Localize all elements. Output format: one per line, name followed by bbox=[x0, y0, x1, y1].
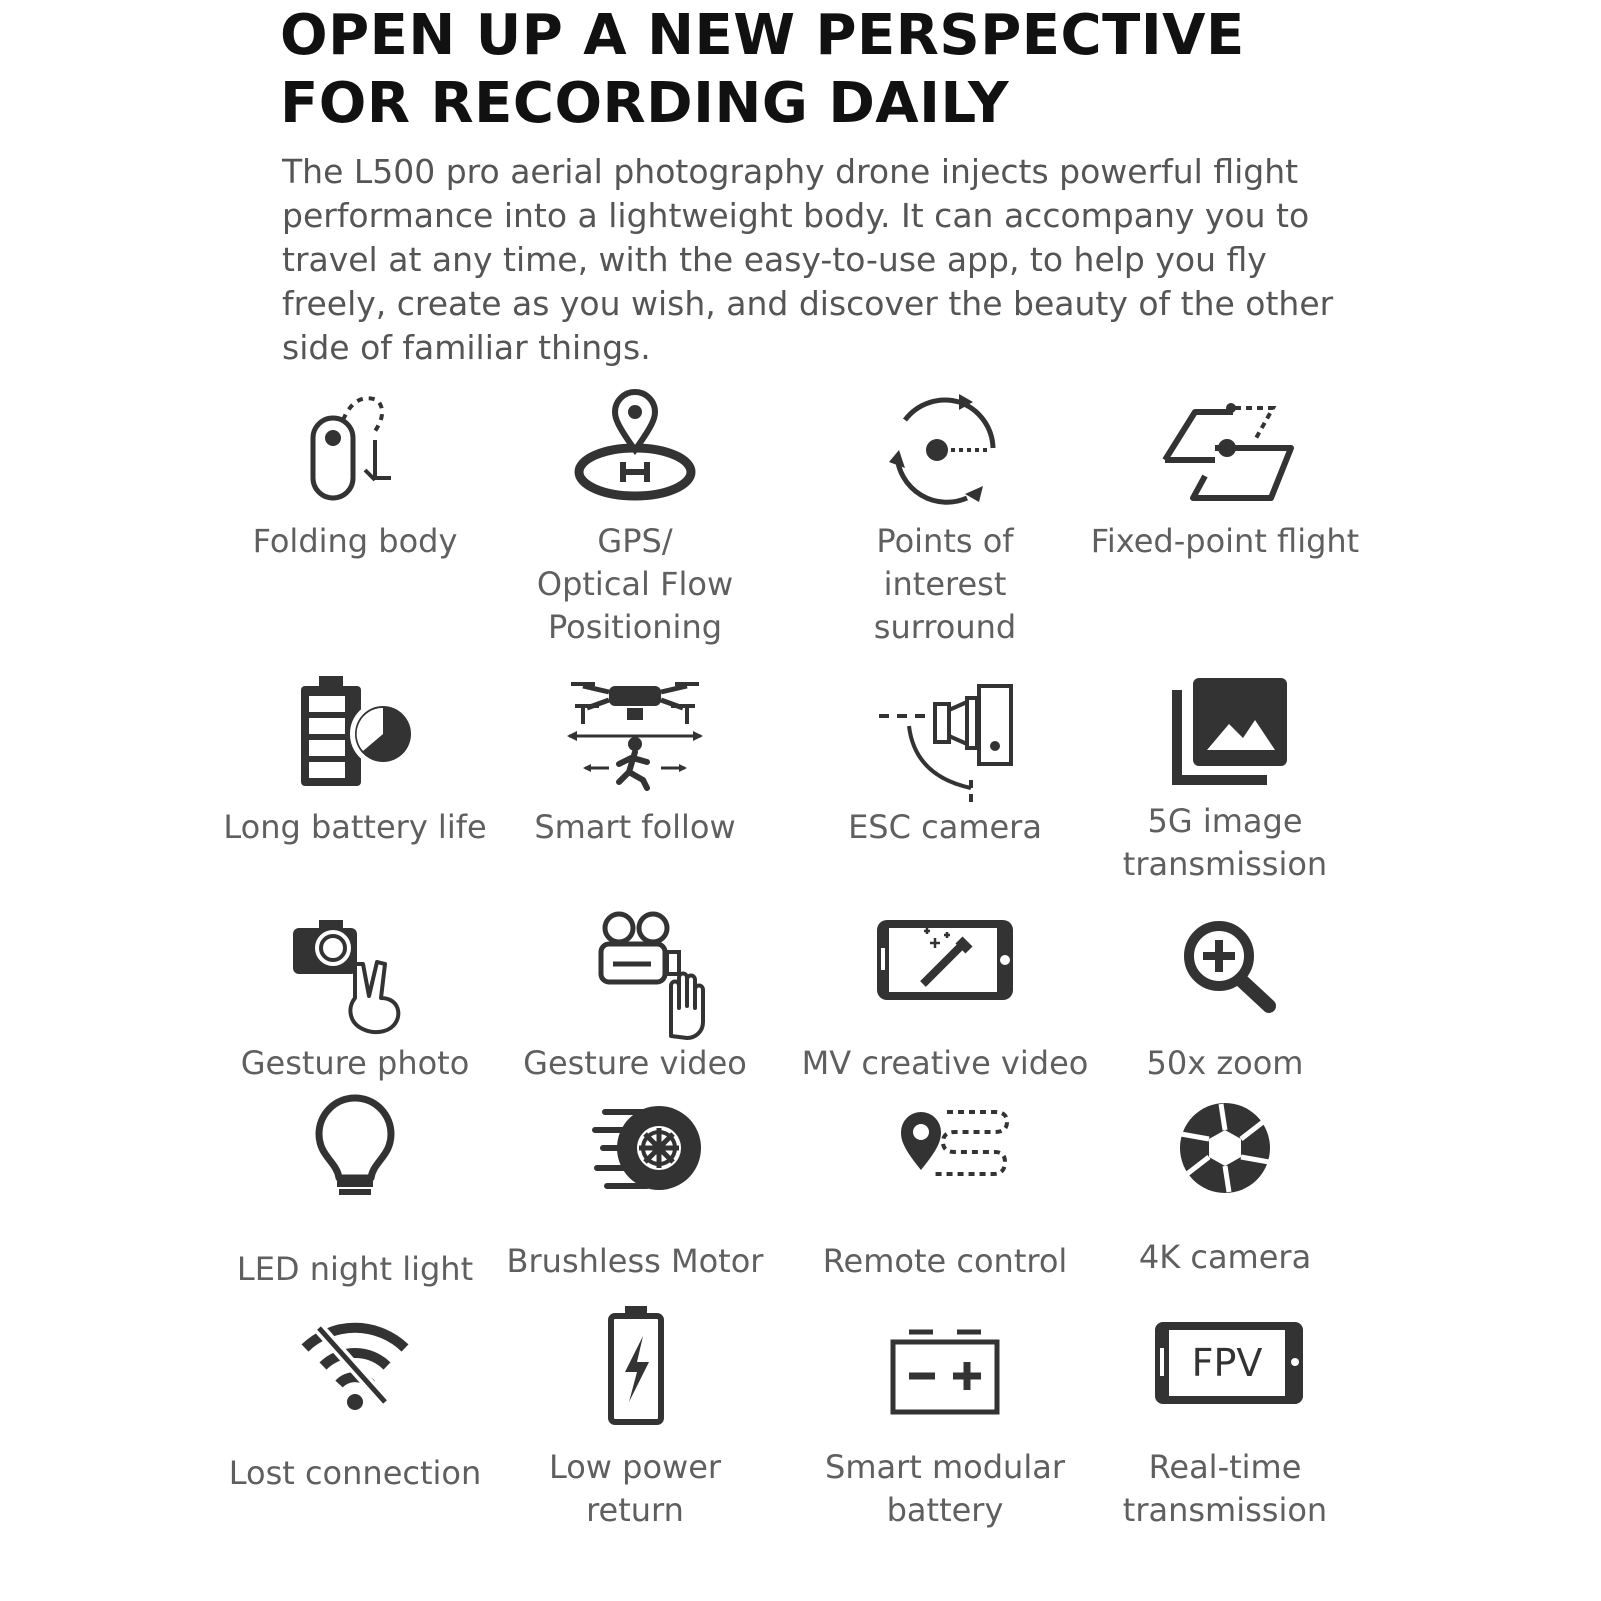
aperture-icon bbox=[1155, 1098, 1295, 1228]
feature-mv-creative-video bbox=[795, 912, 1095, 1085]
folding-body-icon bbox=[285, 390, 425, 520]
feature-label: GPS/ Optical Flow Positioning bbox=[536, 522, 734, 646]
feature-led-night-light bbox=[205, 1098, 505, 1291]
feature-5g-image-transmission bbox=[1075, 676, 1375, 886]
intro-paragraph: The L500 pro aerial photography drone injects powerful flight performance into a lightweight body. It can accompany you to travel at any time, with the easy-to-use app, to help you fly freely, create as you wish, and discover the beauty of the other side of familiar things. bbox=[282, 152, 1334, 367]
feature-label: Gesture photo bbox=[240, 1044, 470, 1082]
feature-brushless-motor bbox=[485, 1098, 785, 1283]
feature-lost-connection bbox=[205, 1306, 505, 1495]
feature-gps bbox=[485, 390, 785, 649]
feature-gesture-photo bbox=[205, 912, 505, 1085]
waypoint-icon bbox=[1155, 390, 1295, 520]
feature-label: Fixed-point flight bbox=[1090, 522, 1360, 560]
feature-label: ESC camera bbox=[848, 808, 1042, 846]
feature-4k-camera bbox=[1075, 1098, 1375, 1279]
feature-esc-camera bbox=[795, 676, 1095, 849]
battery-bolt-icon bbox=[565, 1306, 705, 1436]
feature-label: MV creative video bbox=[801, 1044, 1089, 1082]
feature-points-of-interest bbox=[795, 390, 1095, 649]
image-stack-icon bbox=[1155, 676, 1295, 806]
gps-pin-icon bbox=[565, 390, 705, 520]
zoom-in-icon bbox=[1155, 912, 1295, 1042]
motor-wheel-icon bbox=[565, 1098, 705, 1228]
headline-line-2: FOR RECORDING DAILY bbox=[280, 71, 1009, 136]
car-battery-icon bbox=[875, 1306, 1015, 1436]
magic-wand-phone-icon bbox=[875, 912, 1015, 1042]
feature-long-battery-life bbox=[205, 676, 505, 849]
drone-follow-icon bbox=[565, 676, 705, 806]
feature-fixed-point-flight bbox=[1075, 390, 1375, 563]
feature-label: Gesture video bbox=[523, 1044, 747, 1082]
video-hand-icon bbox=[565, 912, 705, 1042]
tilt-camera-icon bbox=[875, 676, 1015, 806]
feature-label: Long battery life bbox=[223, 808, 487, 846]
battery-clock-icon bbox=[285, 676, 425, 806]
feature-real-time-transmission bbox=[1075, 1306, 1375, 1532]
headline bbox=[280, 2, 1245, 138]
orbit-icon bbox=[875, 390, 1015, 520]
feature-label: Smart modular battery bbox=[825, 1448, 1065, 1529]
fpv-screen-icon bbox=[1155, 1306, 1295, 1436]
feature-50x-zoom bbox=[1075, 912, 1375, 1085]
feature-smart-modular-battery bbox=[795, 1306, 1095, 1532]
svg-text:FPV: FPV bbox=[1191, 1341, 1263, 1385]
feature-label: 50x zoom bbox=[1146, 1044, 1304, 1082]
feature-label: Brushless Motor bbox=[506, 1242, 764, 1280]
feature-gesture-video bbox=[485, 912, 785, 1085]
feature-smart-follow bbox=[485, 676, 785, 849]
feature-label: LED night light bbox=[236, 1250, 474, 1288]
feature-label: Smart follow bbox=[534, 808, 736, 846]
route-pin-icon bbox=[875, 1098, 1015, 1228]
feature-label: Low power return bbox=[548, 1448, 722, 1529]
feature-label: Lost connection bbox=[228, 1454, 482, 1492]
feature-folding-body bbox=[205, 390, 505, 563]
feature-label: Remote control bbox=[822, 1242, 1068, 1280]
camera-hand-icon bbox=[285, 912, 425, 1042]
wifi-off-icon bbox=[285, 1306, 425, 1436]
headline-line-1: OPEN UP A NEW PERSPECTIVE bbox=[280, 3, 1245, 68]
feature-label: Folding body bbox=[252, 522, 458, 560]
feature-label: Points of interest surround bbox=[873, 522, 1017, 646]
feature-label: 5G image transmission bbox=[1122, 802, 1328, 883]
light-bulb-icon bbox=[285, 1098, 425, 1228]
feature-low-power-return bbox=[485, 1306, 785, 1532]
feature-label: Real-time transmission bbox=[1122, 1448, 1328, 1529]
feature-label: 4K camera bbox=[1138, 1238, 1312, 1276]
feature-remote-control bbox=[795, 1098, 1095, 1283]
